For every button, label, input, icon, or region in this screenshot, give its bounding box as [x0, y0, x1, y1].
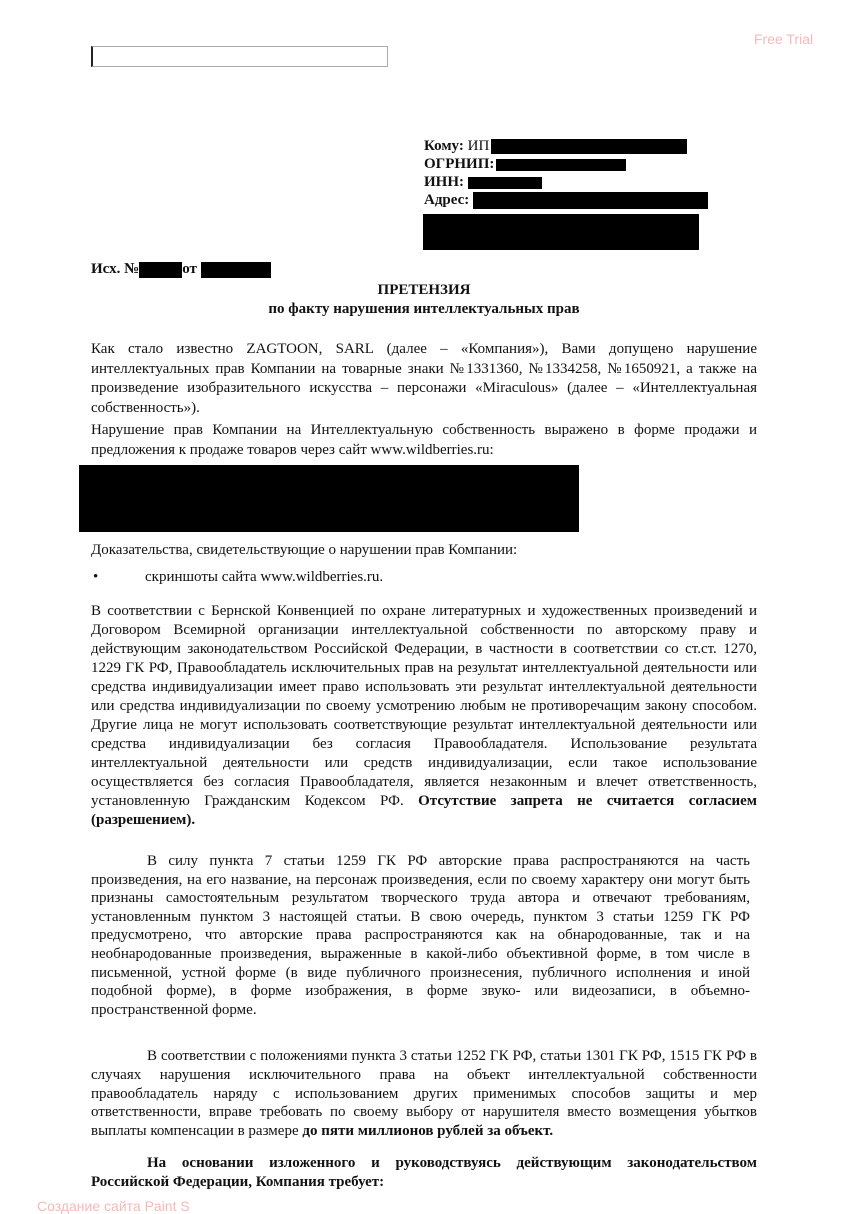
redaction — [139, 262, 182, 278]
ogrnip-label: ОГРНИП: — [424, 156, 495, 172]
evidence-heading: Доказательства, свидетельствующие о нарушении прав Компании: — [91, 542, 518, 558]
address-redaction — [423, 214, 699, 250]
text: . — [379, 569, 384, 585]
text: скриншоты сайта — [145, 569, 261, 585]
redaction — [468, 177, 542, 189]
redaction — [496, 159, 626, 171]
paragraph-article-1259: В силу пункта 7 статьи 1259 ГК РФ авторские права распространяются на часть произведения, на его название, на персонаж произведения, если по своему характеру они могут быть признаны самостоятельным результатом творческого труда автора и отвечают требованиям, установленным пунктом 3 настоящей статьи. В свою очередь, пунктом 3 статьи 1259 ГК РФ предусмотрено, что авторские права распространяются как на обнародованные, так и на необнародованные произведения, выраженные в какой-либо объективной форме, в том числе в письменной, устной форме (в виде публичного произнесения, публичного исполнения и иной подобной форме), в форме изображения, в форме звуко- или видеозаписи, в объемно-пространственной форме. — [91, 853, 750, 1018]
bullet: • — [93, 569, 99, 585]
document-subtitle: по факту нарушения интеллектуальных прав — [268, 301, 580, 317]
wildberries-link[interactable]: www.wildberries.ru — [370, 441, 490, 458]
screenshot-redaction — [79, 465, 579, 532]
bold-text: Отсутствие запрета не считается согласием (разрешением). — [91, 793, 757, 828]
addressee-block — [424, 137, 708, 209]
to-value: ИП — [467, 138, 490, 154]
ref-number-label: Исх. № — [91, 261, 140, 277]
evidence-item — [145, 568, 383, 587]
wildberries-link[interactable]: www.wildberries.ru — [260, 569, 380, 585]
paragraph-intro: Как стало известно ZAGTOON, SARL (далее – «Компания»), Вами допущено нарушение интеллектуальных прав Компании на товарные знаки №1331360, №1334258, №1650921, а также на произведение изобразительного искусства – персонажи «Miraculous» (далее – «Интеллектуальная собственность»). — [91, 341, 757, 416]
text: В соответствии с Бернской Конвенцией по охране литературных и художественных произведений и Договором Всемирной организации интеллектуальной собственности по авторскому праву и действующим законодательством Российской Федерации, в частности в соответствии со ст.ст. 1270, 1229 ГК РФ, Правообладатель исключительных прав на результат интеллектуальной деятельности или средства индивидуализации имеет право использовать эти результат интеллектуальной деятельности или средства индивидуализации по своему усмотрению любым не противоречащим закону способом. Другие лица не могут использовать соответствующие результат интеллектуальной деятельности или средства индивидуализации без согласия Правообладателя. Использование результата интеллектуальной деятельности или средств индивидуализации, если такое использование осуществляется без согласия Правообладателя, является незаконным и влечет ответственность, установленную Гражданским Кодексом РФ. — [91, 603, 757, 809]
text: Нарушение прав Компании на Интеллектуальную собственность выражено в форме продажи и предложения к продаже товаров через сайт — [91, 422, 757, 458]
document-title: ПРЕТЕНЗИЯ — [377, 282, 471, 298]
body-text-flow — [37, 602, 757, 1214]
redaction — [201, 262, 271, 278]
text: : — [489, 441, 494, 458]
address-label: Адрес: — [424, 192, 470, 208]
paragraph-violation — [91, 421, 757, 460]
bold-text: до пяти миллионов рублей за объект. — [302, 1122, 554, 1139]
watermark-top: Free Trial — [754, 31, 814, 47]
text: В соответствии с положениями пункта 3 статьи 1252 ГК РФ, статьи 1301 ГК РФ, 1515 ГК РФ в случаях нарушения исключительного права на объект интеллектуальной собственности правообладатель наряду с использованием других применимых способов защиты и мер ответственности, вправе требовать по своему выбору от нарушителя вместо возмещения убытков выплаты компенсации в размере — [91, 1048, 757, 1139]
watermark-bottom: Создание сайта Paint S — [37, 1198, 190, 1214]
paragraph-demands: На основании изложенного и руководствуясь действующим законодательством Российской Федерации, Компания требует: — [91, 1155, 757, 1191]
redaction — [473, 192, 708, 209]
to-label: Кому: — [424, 138, 464, 154]
redaction — [491, 139, 687, 154]
empty-text-field — [91, 46, 388, 67]
ref-from-label: от — [182, 261, 197, 277]
paragraph-compensation — [91, 1047, 757, 1140]
reference-line — [91, 260, 271, 278]
paragraph-berne-convention — [91, 602, 757, 830]
inn-label: ИНН: — [424, 174, 464, 190]
